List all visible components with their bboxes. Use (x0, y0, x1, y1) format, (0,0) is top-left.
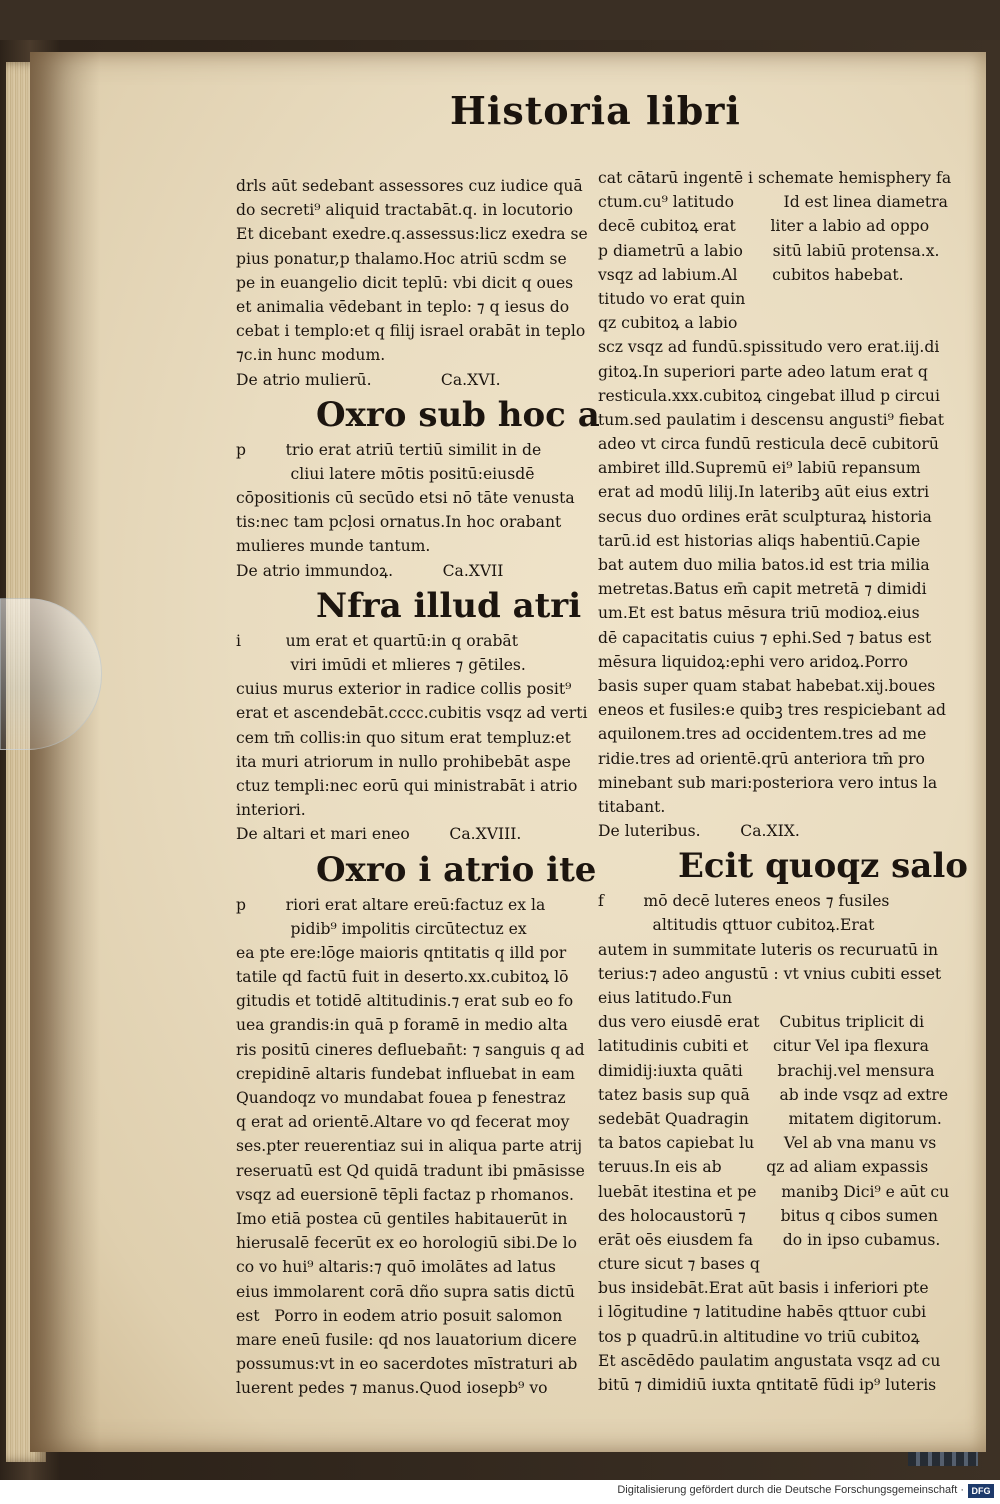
text-line: gitoꝝ.In superiori parte adeo latum erat q (598, 362, 928, 381)
text-line: scz vsqz ad fundū.spissitudo vero erat.iij.di (598, 338, 940, 357)
text-line: reseruatū est Qd quidā tradunt ibi pmāsisse (236, 1161, 585, 1180)
text-line: et animalia vēdebant in teplo: ⁊ q iesus do (236, 297, 570, 316)
text-line: Et ascēdēdo paulatim angustata vsqz ad cu (598, 1351, 941, 1370)
text-line: vsqz ad euersionē tēpli factaz p rhomanos. (236, 1185, 575, 1204)
text-line: dimidij:iuxta quāti brachij.vel mensura (598, 1061, 935, 1080)
text-line: eneos et fusiles:e quibꝫ tres respiciebant ad (598, 701, 947, 720)
text-line: ridie.tres ad orientē.qrū anteriora tm̄ pro (598, 749, 925, 768)
text-line: ita muri atriorum in nullo prohibebāt aspe (236, 752, 571, 771)
text-line: bus insidebāt.Erat aūt basis i inferiori pte (598, 1279, 929, 1298)
footer-credit: Digitalisierung gefördert durch die Deutsche Forschungsgemeinschaft · (617, 1484, 964, 1496)
text-line: titabant. (598, 797, 666, 816)
text-line: ctuz templi:nec eorū qui ministrabāt i atrio (236, 776, 578, 795)
text-line: ses.pter reuerentiaz sui in aliqua parte atrij (236, 1137, 583, 1156)
text-line: dus vero eiusdē erat Cubitus triplicit di (598, 1013, 925, 1032)
text-line: tarū.id est historias aliqs habentiū.Capie (598, 531, 921, 550)
text-line: pidib⁹ impolitis circūtectuz ex (236, 919, 527, 938)
text-line: i um erat et quartū:in q orabāt (236, 631, 518, 650)
text-line: q erat ad orientē.Altare vo qd fecerat moy (236, 1113, 570, 1132)
text-line: mare eneū fusile: qd nos lauatorium dicere (236, 1330, 577, 1349)
text-line: possumus:vt in eo sacerdotes mīstraturi ab (236, 1355, 578, 1374)
text-line: dē capacitatis cuius ⁊ ephi.Sed ⁊ batus est (598, 628, 932, 647)
text-line: drls aūt sedebant assessores cuz iudice quā (236, 177, 583, 195)
text-line: Quandoqz vo mundabat fouea p fenestraz (236, 1089, 566, 1107)
running-title: Historia libri (450, 88, 741, 133)
text-line: pius ponatur,p thalamo.Hoc atriū scdm se (236, 249, 567, 268)
chapter-heading: Nfra illud atri (316, 585, 582, 626)
text-line: teruus.In eis ab qz ad aliam expassis (598, 1158, 929, 1177)
text-line: De atrio mulierū. Ca.XVI. (236, 370, 501, 389)
text-line: aquilonem.tres ad occidentem.tres ad me (598, 725, 927, 744)
text-line: titudo vo erat quin (598, 289, 746, 308)
text-line: tis:nec tam pcļosi ornatus.In hoc orabant (236, 513, 562, 532)
dfg-logo: DFG (968, 1484, 994, 1498)
text-line: crepidinē altaris fundebat influebat in eam (236, 1064, 575, 1083)
text-line: altitudis qttuor cubitoꝝ.Erat (598, 916, 875, 935)
chapter-heading: Ecit quoqz salo (678, 846, 968, 887)
right-text-column (598, 166, 968, 1394)
text-line: luerent pedes ⁊ manus.Quod iosepb⁹ vo (236, 1379, 548, 1398)
text-line: ambiret illd.Supremū ei⁹ labiū repansum (598, 459, 921, 478)
chapter-heading: Oxro i atrio ite (316, 849, 597, 890)
text-line: tos p quadrū.in altitudine vo triū cubitoꝝ (598, 1327, 920, 1346)
text-line: cebat i templo:et q filij israel orabāt in teplo (236, 322, 586, 341)
text-line: pe in euangelio dicit teplū: vbi dicit q oues (236, 273, 574, 292)
text-line: erat et ascendebāt.cccc.cubitis vsqz ad verti (236, 704, 588, 723)
text-line: decē cubitoꝝ erat liter a labio ad oppo (598, 217, 930, 236)
text-line: Et dicebant exedre.q.assessus:licz exedra se (236, 225, 588, 244)
text-line: est Porro in eodem atrio posuit salomon (236, 1306, 563, 1325)
text-line: hierusalē fecerūt ex eo horologiū sibi.De lo (236, 1234, 578, 1253)
text-line: f mō decē luteres eneos ⁊ fusiles (598, 892, 890, 911)
text-line: ta batos capiebat lu Vel ab vna manu vs (598, 1134, 937, 1153)
text-line: luebāt itestina et pe manibꝫ Dici⁹ e aūt cu (598, 1182, 950, 1201)
text-line: cliui latere mōtis positū:eiusdē (236, 464, 535, 483)
text-line: Imo etiā postea cū gentiles habitauerūt in (236, 1209, 568, 1228)
text-line: des holocaustorū ⁊ bitus q cibos sumen (598, 1206, 938, 1225)
text-line: i lōgitudine ⁊ latitudine habēs qttuor cubi (598, 1303, 927, 1322)
text-line: metretas.Batus em̄ capit metretā ⁊ dimidi (598, 580, 927, 599)
text-line: terius:⁊ adeo angustū : vt vnius cubiti esset (598, 964, 942, 983)
text-line: adeo vt circa fundū resticula decē cubitorū (598, 435, 939, 454)
text-line: secus duo ordines erāt sculpturaꝝ historia (598, 507, 932, 526)
text-line: De atrio immundoꝝ. Ca.XVII (236, 561, 504, 580)
text-line: De luteribus. Ca.XIX. (598, 822, 800, 841)
text-line: bat autem duo milia batos.id est tria milia (598, 556, 930, 574)
text-line: co vo hui⁹ altaris:⁊ quō imolātes ad latus (236, 1258, 556, 1277)
text-line: erāt oēs eiusdem fa do in ipso cubamus. (598, 1230, 941, 1249)
text-line: resticula.xxx.cubitoꝝ cingebat illud p circui (598, 386, 940, 405)
color-reference-strip (908, 1452, 978, 1466)
chapter-heading: Oxro sub hoc a (316, 394, 600, 435)
text-line: qz cubitoꝝ a labio (598, 314, 738, 333)
text-line: De altari et mari eneo Ca.XVIII. (236, 825, 522, 844)
text-line: mēsura liquidoꝝ:ephi vero aridoꝝ.Porro (598, 652, 909, 671)
text-line: ris positū cineres deflueban̄t: ⁊ sanguis q ad (236, 1040, 585, 1059)
text-line: viri imūdi et mlieres ⁊ gētiles. (236, 656, 526, 674)
page-gutter-shadow (30, 52, 100, 1452)
text-line: gitudis et totidē altitudinis.⁊ erat sub eo fo (236, 992, 574, 1011)
text-line: autem in summitate luteris os recuruatū in (598, 940, 939, 959)
text-line: p riori erat altare ereū:factuz ex la (236, 895, 546, 914)
left-text-column (236, 174, 600, 1398)
text-line: sedebāt Quadragin mitatem digitorum. (598, 1109, 942, 1128)
text-line: latitudinis cubiti et citur Vel ipa flexura (598, 1037, 929, 1056)
text-line: minebant sub mari:posteriora vero intus la (598, 773, 938, 792)
text-line: cuius murus exterior in radice collis posit⁹ (236, 680, 572, 699)
text-line: cem tm̄ collis:in quo situm erat templuz:et (236, 728, 571, 747)
text-line: p trio erat atriū tertiū similit in de (236, 440, 542, 459)
text-line: tatile qd factū fuit in deserto.xx.cubitoꝝ lō (236, 968, 569, 987)
text-line: erat ad modū lilij.In lateribꝫ aūt eius extri (598, 483, 930, 502)
text-line: eius immolarent corā dño supra satis dictū (236, 1282, 575, 1301)
text-line: cture sicut ⁊ bases q (598, 1255, 760, 1274)
text-line: tatez basis sup quā ab inde vsqz ad extre (598, 1085, 949, 1104)
text-line: um.Et est batus mēsura triū modioꝝ.eius (598, 604, 920, 623)
text-line: interiori. (236, 801, 306, 820)
text-line: cōpositionis cū secūdo etsi nō tāte venusta (236, 489, 575, 508)
text-line: p diametrū a labio sitū labiū protensa.x. (598, 241, 940, 260)
text-line: ⁊c.in hunc modum. (236, 346, 386, 365)
text-line: vsqz ad labium.Al cubitos habebat. (598, 265, 904, 284)
text-line: bitū ⁊ dimidiū iuxta qntitatē fūdi ip⁹ luteris (598, 1376, 937, 1394)
text-line: mulieres munde tantum. (236, 537, 431, 556)
text-line: uea grandis:in quā p foramē in medio alta (236, 1016, 568, 1035)
text-line: ea pte ere:lōge maioris qntitatis q illd por (236, 943, 567, 962)
text-line: basis super quam stabat habebat.xij.boues (598, 676, 936, 695)
text-line: eius latitudo.Fun (598, 989, 733, 1007)
text-line: do secreti⁹ aliquid tractabāt.q. in locutorio (236, 201, 573, 220)
text-line: tum.sed paulatim i descensu angusti⁹ fiebat (598, 410, 944, 429)
text-line: ctum.cu⁹ latitudo Id est linea diametra (598, 193, 948, 212)
text-line: cat cātarū ingentē i schemate hemisphery fa (598, 169, 952, 187)
